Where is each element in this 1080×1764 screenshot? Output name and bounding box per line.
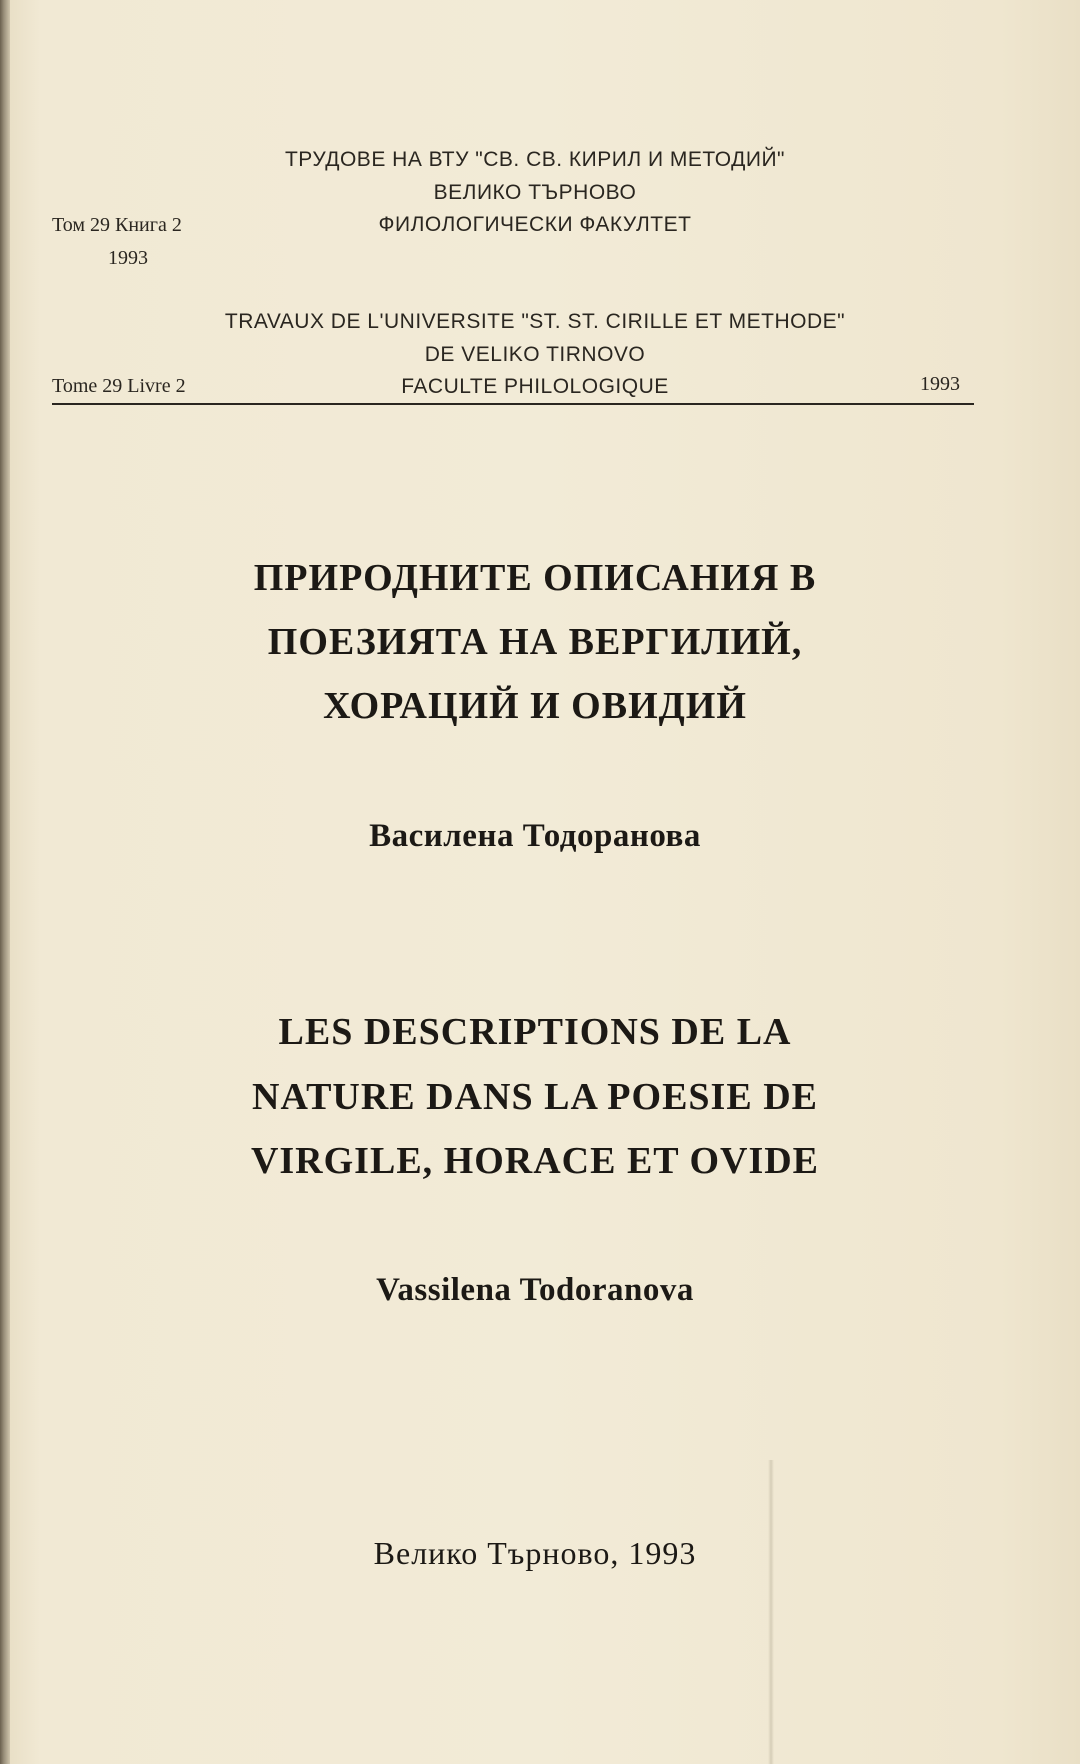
book-spine-edge [0,0,10,1764]
header-bg-year: 1993 [108,247,148,269]
title-fr-line3: VIRGILE, HORACE ET OVIDE [250,1140,820,1182]
header-bg-line2: ВЕЛИКО ТЪРНОВО [433,181,637,204]
header-bg-line1: ТРУДОВЕ НА ВТУ "СВ. СВ. КИРИЛ И МЕТОДИЙ" [284,148,786,171]
title-fr-line1: LES DESCRIPTIONS DE LA [278,1011,792,1053]
page-crease [768,1460,774,1764]
title-bg-line3: ХОРАЦИЙ И ОВИДИЙ [323,685,747,727]
title-fr-line2: NATURE DANS LA POESIE DE [252,1076,818,1118]
header-bg-volume: Том 29 Книга 2 [52,214,182,236]
header-fr-year: 1993 [920,373,960,395]
header-bg-line3: ФИЛОЛОГИЧЕСКИ ФАКУЛТЕТ [378,213,692,236]
header-fr-line1: TRAVAUX DE L'UNIVERSITE "ST. ST. CIRILLE ET METHODE" [224,310,846,333]
header-rule [52,403,974,405]
header-fr-line2: DE VELIKO TIRNOVO [424,343,646,366]
imprint-place-year: Велико Търново, 1993 [373,1535,697,1571]
header-fr-line3: FACULTE PHILOLOGIQUE [401,375,669,398]
header-fr-volume: Tome 29 Livre 2 [52,375,186,397]
title-bg-line1: ПРИРОДНИТЕ ОПИСАНИЯ В [253,557,817,599]
author-fr: Vassilena Todoranova [376,1272,694,1308]
author-bg: Василена Тодоранова [369,818,701,854]
title-bg-line2: ПОЕЗИЯТА НА ВЕРГИЛИЙ, [267,621,803,663]
